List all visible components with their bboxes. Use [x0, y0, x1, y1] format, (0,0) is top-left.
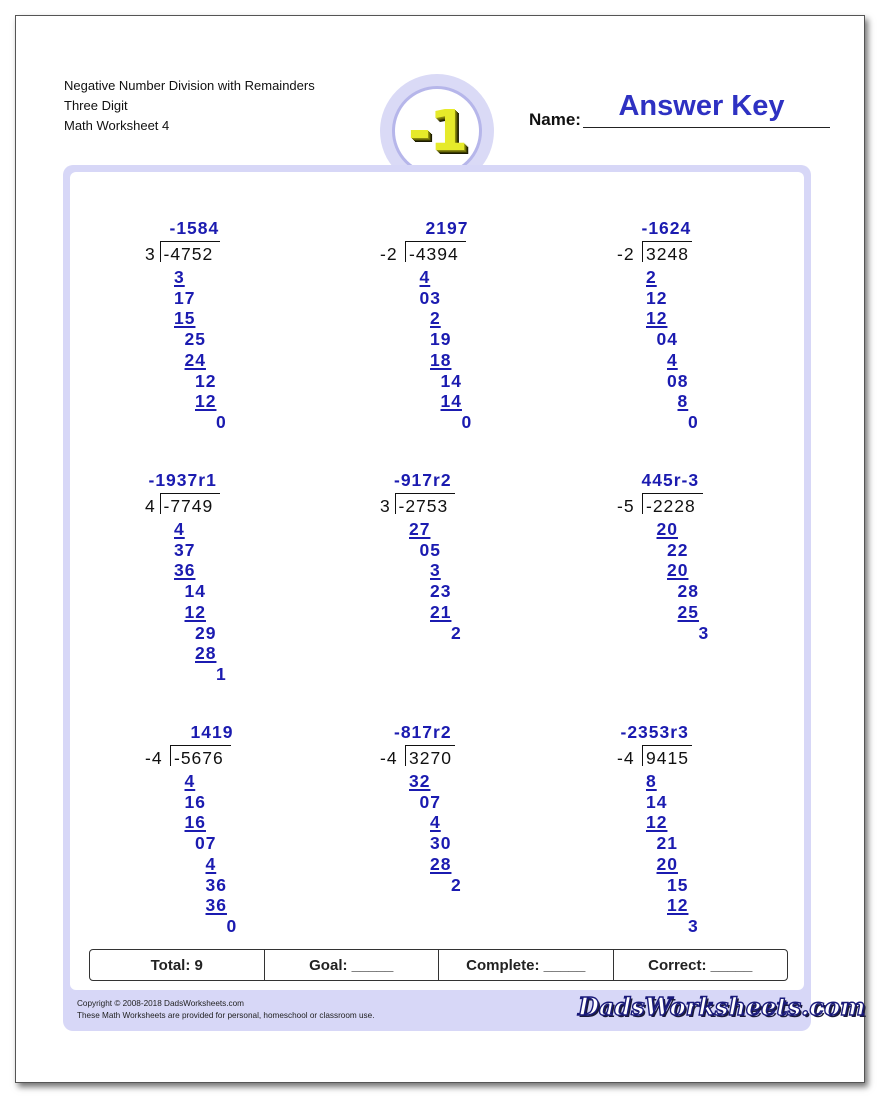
remainder-step: 0: [461, 411, 473, 432]
dividend: -2753: [398, 496, 449, 516]
name-line: [583, 127, 830, 128]
subtraction-step: 18: [430, 349, 452, 370]
goal-cell: Goal: _____: [265, 950, 440, 980]
quotient: -817r2: [394, 722, 452, 742]
quotient: 2197: [425, 218, 469, 238]
subtraction-step: 32: [409, 771, 431, 791]
copyright-block: [77, 998, 374, 1022]
division-bar: [642, 241, 692, 242]
division-bracket: [160, 241, 161, 262]
subtraction-step: 36: [174, 560, 196, 581]
divisor: 3: [145, 244, 156, 264]
name-label: Name:: [529, 110, 581, 129]
remainder-step: 14: [184, 581, 206, 602]
quotient: -2353r3: [620, 722, 689, 742]
divisor: -2: [617, 244, 635, 264]
remainder-step: 23: [430, 581, 452, 602]
subtraction-step: 4: [184, 771, 196, 791]
divisor: -5: [617, 496, 635, 516]
subtraction-step: 21: [430, 601, 452, 622]
subtraction-step: 36: [205, 895, 227, 916]
remainder-step: 3: [698, 622, 710, 643]
remainder-step: 19: [430, 329, 452, 350]
remainder-step: 07: [195, 833, 217, 854]
division-bar: [642, 493, 703, 494]
remainder-step: 14: [646, 791, 668, 812]
subtraction-step: 8: [646, 771, 657, 791]
usage-text: These Math Worksheets are provided for personal, homeschool or classroom use.: [77, 1011, 375, 1020]
remainder-step: 2: [451, 874, 462, 895]
subtraction-step: 12: [195, 391, 217, 412]
dividend: -5676: [174, 748, 224, 768]
remainder-step: 37: [174, 539, 196, 560]
quotient: 1419: [190, 722, 234, 742]
division-bracket: [405, 241, 406, 262]
remainder-step: 05: [419, 539, 441, 560]
divisor: -2: [380, 244, 398, 264]
division-problem: [617, 218, 807, 448]
division-problem: [145, 722, 335, 952]
division-bracket: [395, 493, 396, 514]
subtraction-step: 28: [195, 643, 217, 664]
division-bar: [405, 241, 466, 242]
divisor: -4: [617, 748, 635, 768]
remainder-step: 25: [184, 329, 206, 350]
subtraction-step: 8: [677, 391, 689, 412]
quotient: -917r2: [394, 470, 452, 490]
minus-one-badge-icon: -1: [407, 98, 467, 164]
division-problem: [145, 218, 335, 448]
subtraction-step: 15: [174, 308, 196, 329]
subtraction-step: 20: [656, 519, 678, 539]
quotient: -1937r1: [148, 470, 217, 490]
subtraction-step: 12: [646, 308, 668, 329]
quotient: -1624: [641, 218, 692, 238]
division-bracket: [642, 745, 643, 766]
remainder-step: 0: [216, 411, 227, 432]
division-bar: [160, 241, 221, 242]
worksheet-subtitle: Three Digit: [64, 98, 128, 113]
subtraction-step: 2: [430, 308, 441, 329]
division-bracket: [405, 745, 406, 766]
division-bracket: [160, 493, 161, 514]
remainder-step: 0: [226, 915, 238, 936]
dividend: -7749: [163, 496, 214, 516]
subtraction-step: 25: [677, 601, 699, 622]
remainder-step: 17: [174, 287, 196, 308]
remainder-step: 36: [205, 874, 227, 895]
dividend: 3248: [646, 244, 689, 264]
subtraction-step: 14: [440, 391, 462, 412]
total-cell: Total: 9: [90, 950, 265, 980]
subtraction-step: 3: [174, 267, 185, 287]
subtraction-step: 3: [430, 560, 441, 581]
dividend: 3270: [409, 748, 452, 768]
division-bracket: [642, 493, 643, 514]
answer-key-text: Answer Key: [618, 90, 785, 122]
division-problem: [380, 218, 570, 448]
division-bar: [395, 493, 456, 494]
subtraction-step: 4: [174, 519, 185, 539]
dividend: -4752: [163, 244, 214, 264]
subtraction-step: 4: [667, 349, 678, 370]
copyright-text: Copyright © 2008-2018 DadsWorksheets.com: [77, 999, 244, 1008]
remainder-step: 2: [451, 622, 462, 643]
division-problem: [380, 722, 570, 952]
subtraction-step: 20: [667, 560, 689, 581]
dividend: -4394: [409, 244, 459, 264]
subtraction-step: 2: [646, 267, 657, 287]
score-bar: [89, 949, 788, 981]
remainder-step: 12: [195, 370, 217, 391]
remainder-step: 07: [419, 791, 441, 812]
division-bar: [170, 745, 231, 746]
divisor: -4: [145, 748, 163, 768]
division-bracket: [642, 241, 643, 262]
divisor: 3: [380, 496, 391, 516]
remainder-step: 22: [667, 539, 689, 560]
division-bracket: [170, 745, 171, 766]
remainder-step: 15: [667, 874, 689, 895]
subtraction-step: 28: [430, 853, 452, 874]
remainder-step: 28: [677, 581, 699, 602]
remainder-step: 29: [195, 622, 217, 643]
remainder-step: 1: [216, 663, 227, 684]
remainder-step: 21: [656, 833, 678, 854]
subtraction-step: 24: [184, 349, 206, 370]
dadsworksheets-logo: DadsWorksheets.com: [578, 992, 866, 1021]
remainder-step: 08: [667, 370, 689, 391]
division-bar: [160, 493, 221, 494]
division-bar: [405, 745, 455, 746]
division-problem: [617, 470, 807, 700]
division-problem: [380, 470, 570, 700]
divisor: -4: [380, 748, 398, 768]
divisor: 4: [145, 496, 156, 516]
complete-cell: Complete: _____: [439, 950, 614, 980]
quotient: -1584: [169, 218, 220, 238]
remainder-step: 04: [656, 329, 678, 350]
subtraction-step: 12: [646, 812, 668, 833]
dividend: 9415: [646, 748, 689, 768]
quotient: 445r-3: [641, 470, 700, 490]
remainder-step: 14: [440, 370, 462, 391]
subtraction-step: 16: [184, 812, 206, 833]
dividend: -2228: [646, 496, 696, 516]
subtraction-step: 20: [656, 853, 678, 874]
subtraction-step: 4: [419, 267, 431, 287]
division-bar: [642, 745, 692, 746]
division-problem: [145, 470, 335, 700]
correct-cell: Correct: _____: [648, 956, 753, 974]
worksheet-title: Negative Number Division with Remainders: [64, 78, 315, 93]
subtraction-step: 12: [667, 895, 689, 916]
subtraction-step: 4: [205, 853, 217, 874]
worksheet-number: Math Worksheet 4: [64, 118, 170, 133]
division-problem: [617, 722, 807, 952]
remainder-step: 0: [688, 411, 699, 432]
subtraction-step: 12: [184, 601, 206, 622]
remainder-step: 3: [688, 915, 699, 936]
remainder-step: 16: [184, 791, 206, 812]
subtraction-step: 4: [430, 812, 441, 833]
remainder-step: 03: [419, 287, 441, 308]
remainder-step: 12: [646, 287, 668, 308]
subtraction-step: 27: [409, 519, 431, 539]
remainder-step: 30: [430, 833, 452, 854]
